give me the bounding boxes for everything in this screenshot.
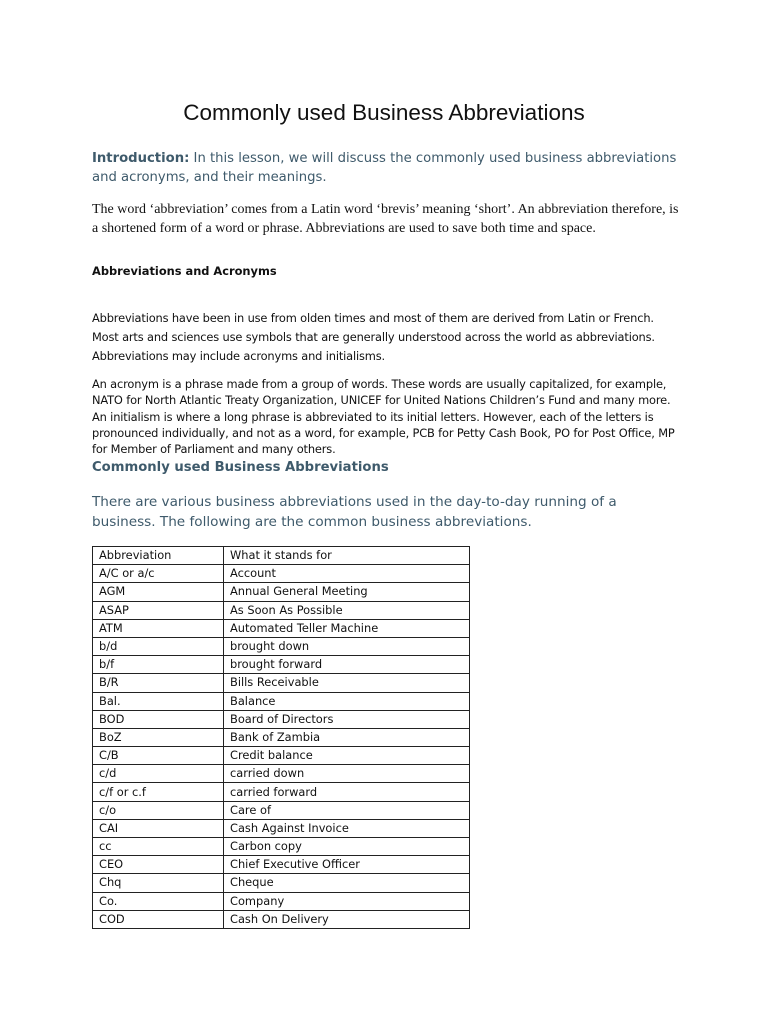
table-row — [93, 747, 470, 765]
meaning-cell: Bank of Zambia — [224, 728, 470, 746]
table-header-row — [93, 547, 470, 565]
abbreviations-table — [92, 546, 470, 929]
section-heading-business-abbreviations: Commonly used Business Abbreviations — [92, 460, 389, 475]
business-abbreviations-intro-paragraph: There are various business abbreviations used in the day-to-day running of a business. The following are the common business abbreviations. — [92, 494, 617, 530]
meaning-cell: Care of — [224, 801, 470, 819]
abbreviation-cell: ATM — [93, 619, 224, 637]
header-cell-meaning: What it stands for — [224, 547, 470, 565]
abbreviation-cell: AGM — [93, 583, 224, 601]
abbreviation-definition-paragraph: The word ‘abbreviation’ comes from a Latin word ‘brevis’ meaning ‘short’. An abbreviation therefore, is a shortened form of a word or phrase. Abbreviations are used to save both time and space. — [92, 202, 679, 236]
abbreviation-cell: BoZ — [93, 728, 224, 746]
header-cell-abbreviation: Abbreviation — [93, 547, 224, 565]
abbreviation-cell: ASAP — [93, 601, 224, 619]
table-row — [93, 819, 470, 837]
table-row — [93, 856, 470, 874]
meaning-cell: Chief Executive Officer — [224, 856, 470, 874]
abbreviation-cell: c/d — [93, 765, 224, 783]
meaning-cell: Automated Teller Machine — [224, 619, 470, 637]
abbreviation-cell: b/d — [93, 637, 224, 655]
abbreviation-cell: c/f or c.f — [93, 783, 224, 801]
meaning-cell: Cash Against Invoice — [224, 819, 470, 837]
table-row — [93, 583, 470, 601]
table-row — [93, 710, 470, 728]
meaning-cell: Company — [224, 892, 470, 910]
meaning-cell: Cheque — [224, 874, 470, 892]
table-row — [93, 656, 470, 674]
table-row — [93, 783, 470, 801]
abbreviation-cell: A/C or a/c — [93, 565, 224, 583]
abbreviation-cell: cc — [93, 838, 224, 856]
abbreviation-cell: C/B — [93, 747, 224, 765]
abbreviation-cell: BOD — [93, 710, 224, 728]
meaning-cell: Account — [224, 565, 470, 583]
introduction-text: In this lesson, we will discuss the commonly used business abbreviations and acronyms, and their meanings. — [92, 151, 677, 185]
meaning-cell: Credit balance — [224, 747, 470, 765]
document-title: Commonly used Business Abbreviations — [183, 100, 585, 125]
meaning-cell: carried forward — [224, 783, 470, 801]
table-row — [93, 565, 470, 583]
meaning-cell: Cash On Delivery — [224, 910, 470, 928]
table-row — [93, 838, 470, 856]
table-row — [93, 674, 470, 692]
abbreviation-cell: CEO — [93, 856, 224, 874]
abbreviation-cell: B/R — [93, 674, 224, 692]
table-row — [93, 801, 470, 819]
abbreviation-cell: Chq — [93, 874, 224, 892]
abbreviations-table-body — [93, 547, 470, 929]
meaning-cell: Carbon copy — [224, 838, 470, 856]
abbreviation-cell: c/o — [93, 801, 224, 819]
introduction-paragraph — [92, 149, 682, 187]
section-heading-abbreviations-acronyms: Abbreviations and Acronyms — [92, 264, 277, 278]
meaning-cell: brought down — [224, 637, 470, 655]
table-row — [93, 910, 470, 928]
table-row — [93, 874, 470, 892]
table-row — [93, 692, 470, 710]
meaning-cell: brought forward — [224, 656, 470, 674]
acronym-initialism-paragraph: An acronym is a phrase made from a group of words. These words are usually capitalized, for example, NATO for North Atlantic Treaty Organization, UNICEF for United Nations Children’s Fund and many more. An initialism is where a long phrase is abbreviated to its initial letters. However, each of the letters is pronounced individually, and not as a word, for example, PCB for Petty Cash Book, PO for Post Office, MP for Member of Parliament and many others. — [92, 377, 675, 457]
abbreviation-cell: Bal. — [93, 692, 224, 710]
abbreviation-cell: Co. — [93, 892, 224, 910]
table-row — [93, 637, 470, 655]
introduction-lead: Introduction: — [92, 151, 190, 166]
meaning-cell: Balance — [224, 692, 470, 710]
meaning-cell: Bills Receivable — [224, 674, 470, 692]
abbreviation-cell: CAI — [93, 819, 224, 837]
meaning-cell: Board of Directors — [224, 710, 470, 728]
abbreviation-cell: COD — [93, 910, 224, 928]
table-row — [93, 619, 470, 637]
table-row — [93, 765, 470, 783]
abbreviations-history-paragraph: Abbreviations have been in use from olden times and most of them are derived from Latin or French. Most arts and sciences use symbols that are generally understood across the world as abbreviations. Abbreviations may include acronyms and initialisms. — [92, 311, 655, 363]
table-row — [93, 601, 470, 619]
table-row — [93, 728, 470, 746]
meaning-cell: As Soon As Possible — [224, 601, 470, 619]
table-row — [93, 892, 470, 910]
meaning-cell: Annual General Meeting — [224, 583, 470, 601]
meaning-cell: carried down — [224, 765, 470, 783]
abbreviation-cell: b/f — [93, 656, 224, 674]
